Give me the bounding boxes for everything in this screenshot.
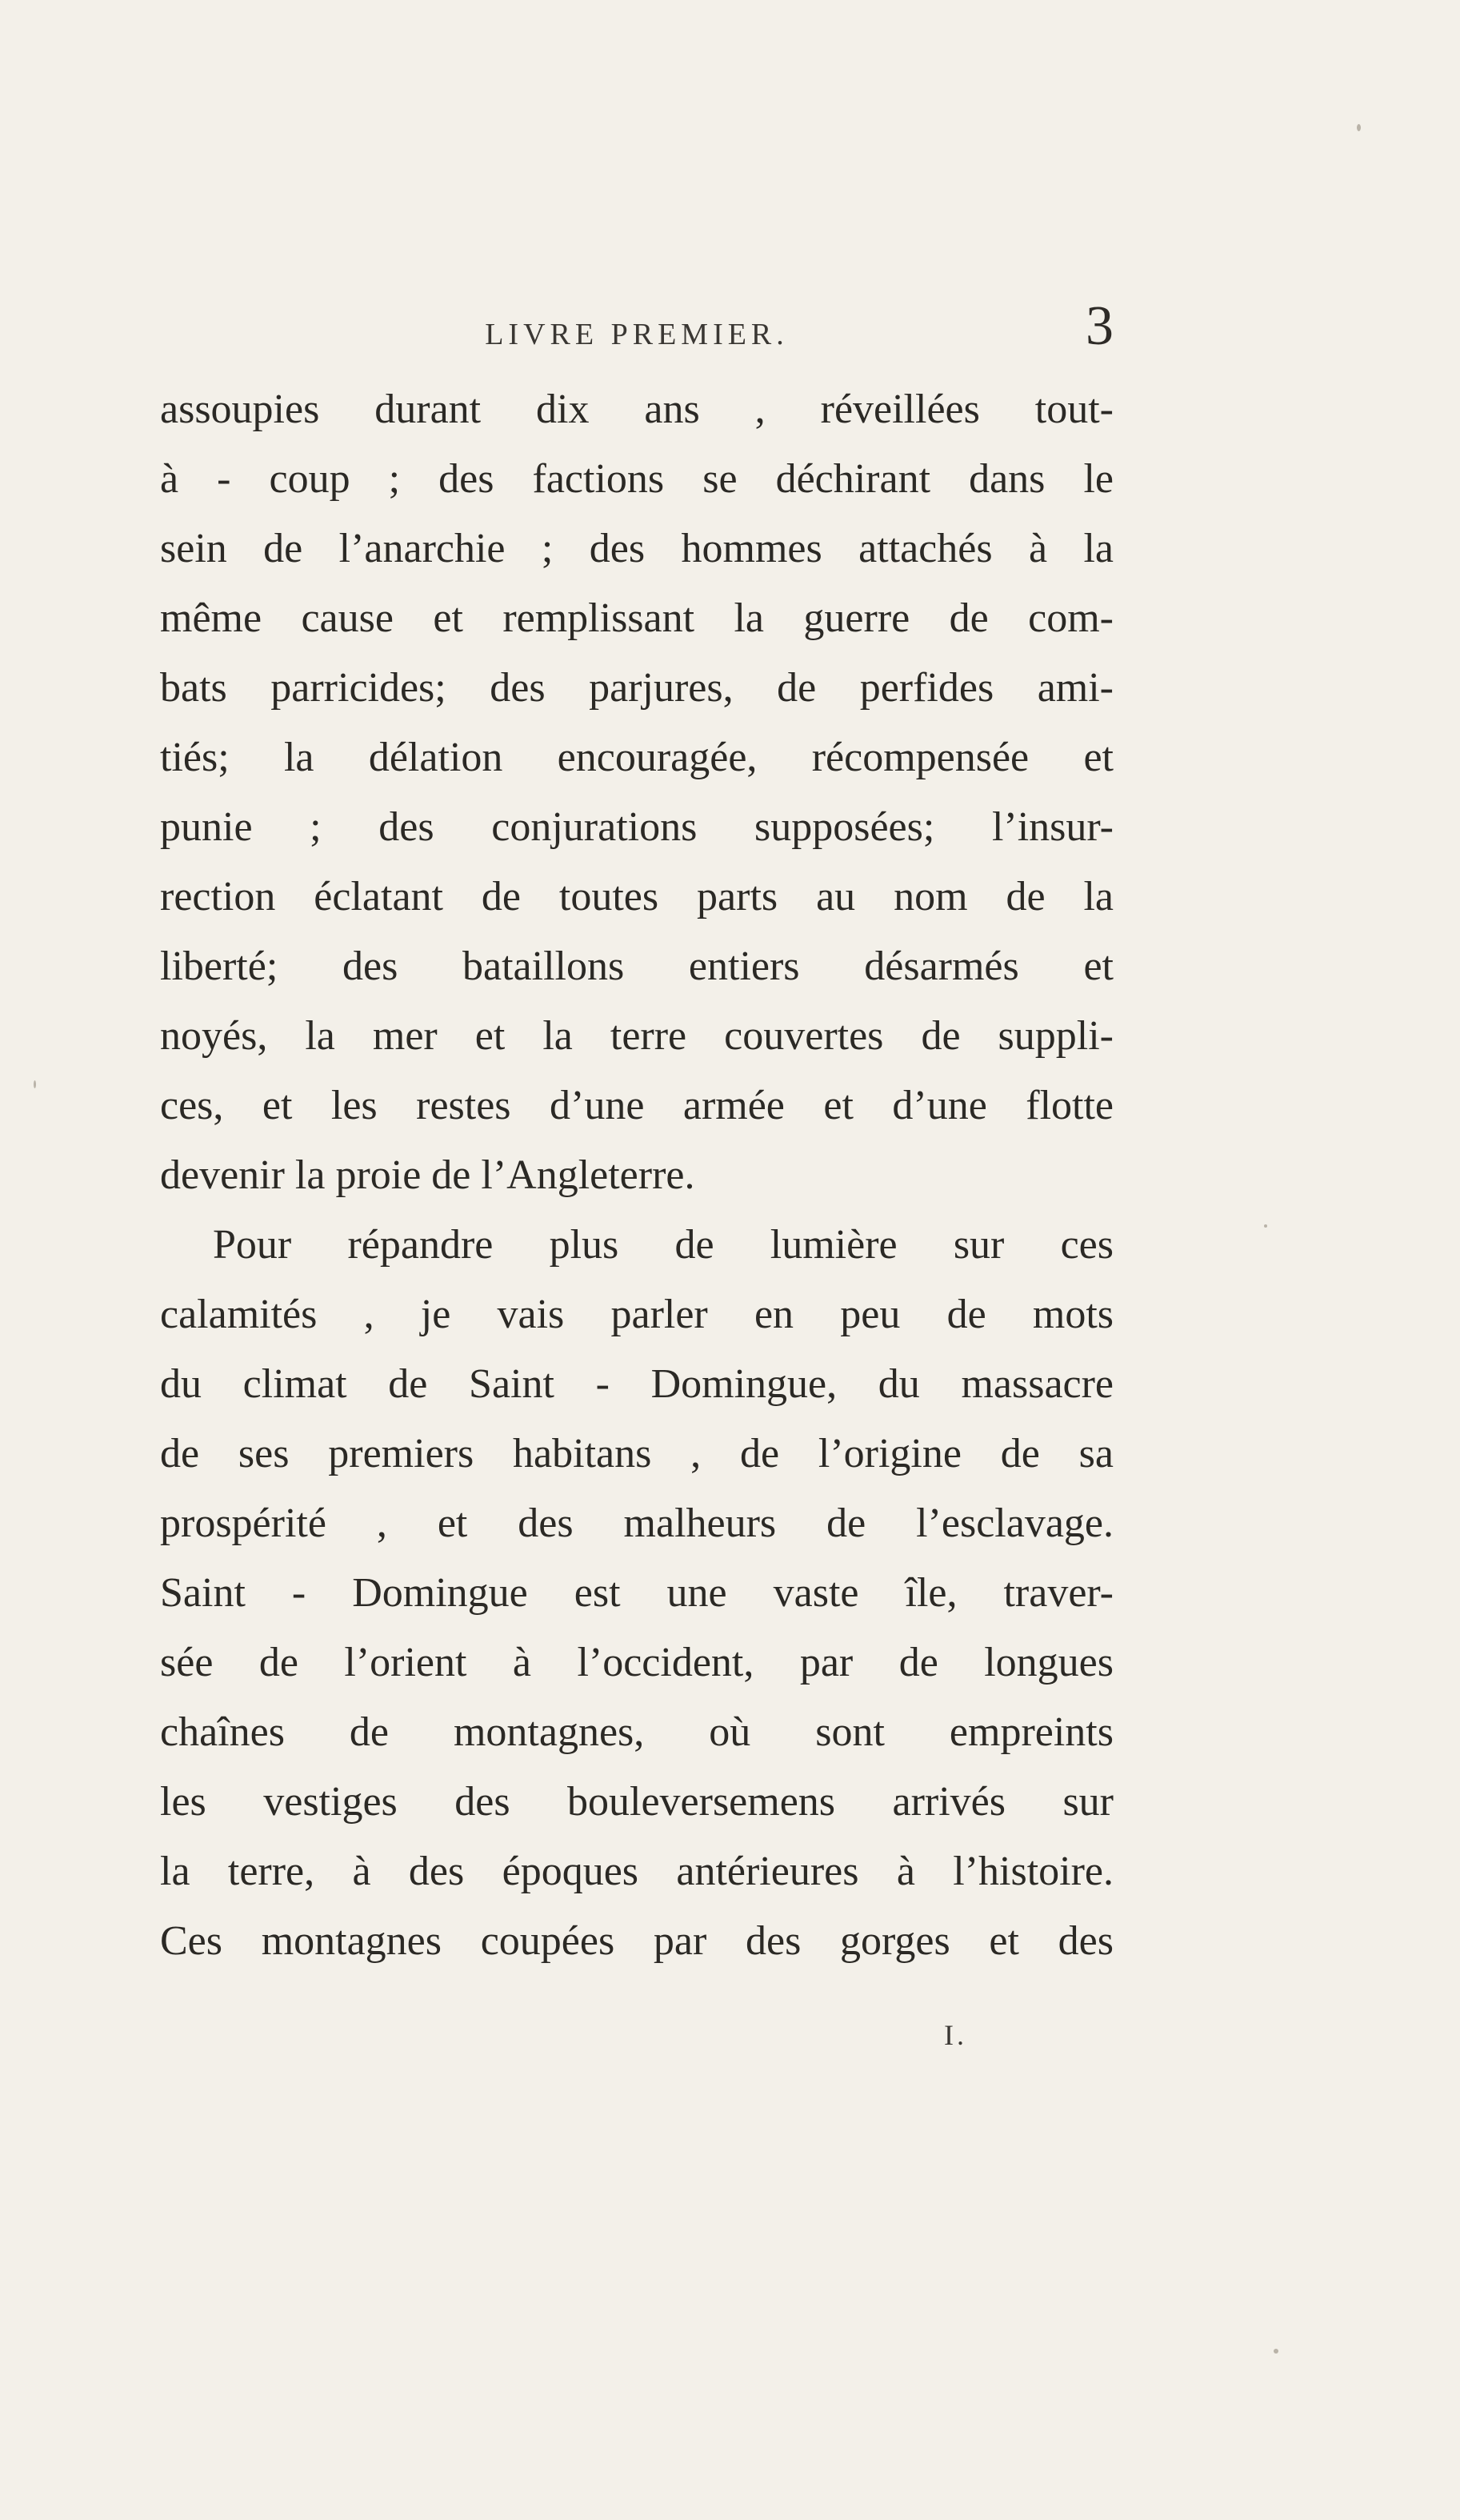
text-line: rection éclatant de toutes parts au nom de la [160,874,1114,919]
text-line: noyés, la mer et la terre couvertes de suppli- [160,1013,1114,1059]
text-line: sée de l’orient à l’occident, par de longues [160,1640,1114,1685]
text-line: les vestiges des bouleversemens arrivés sur [160,1779,1114,1825]
text-line: assoupies durant dix ans , réveillées tout- [160,387,1114,432]
text-line: du climat de Saint - Domingue, du massacre [160,1361,1114,1407]
text-line: prospérité , et des malheurs de l’esclavage. [160,1500,1114,1546]
paper-speck [34,1080,36,1088]
page-number: 3 [1086,295,1114,357]
text-line: liberté; des bataillons entiers désarmés et [160,943,1114,989]
text-line: punie ; des conjurations supposées; l’insur- [160,804,1114,850]
text-line-paragraph-start: Pour répandre plus de lumière sur ces [213,1222,1114,1268]
text-line: de ses premiers habitans , de l’origine de sa [160,1431,1114,1476]
text-line: tiés; la délation encouragée, récompensée et [160,735,1114,780]
text-line: la terre, à des époques antérieures à l’histoire. [160,1849,1114,1894]
paper-speck [1357,124,1361,131]
paper-speck [1274,2349,1278,2354]
text-line: à - coup ; des factions se déchirant dans le [160,456,1114,502]
text-line: même cause et remplissant la guerre de com- [160,595,1114,641]
signature-mark: I. [944,2019,967,2051]
text-line: bats parricides; des parjures, de perfides ami- [160,665,1114,711]
text-line: ces, et les restes d’une armée et d’une flotte [160,1083,1114,1128]
text-line: sein de l’anarchie ; des hommes attachés à la [160,526,1114,571]
text-line: calamités , je vais parler en peu de mots [160,1292,1114,1337]
paper-speck [1264,1224,1267,1228]
text-line-paragraph-end: devenir la proie de l’Angleterre. [160,1152,695,1198]
text-line: Ces montagnes coupées par des gorges et des [160,1918,1114,1964]
text-line: chaînes de montagnes, où sont empreints [160,1709,1114,1755]
running-head [160,294,1114,367]
text-line: Saint - Domingue est une vaste île, traver- [160,1570,1114,1616]
body-text [160,375,1114,1976]
running-title: LIVRE PREMIER. [485,318,789,351]
